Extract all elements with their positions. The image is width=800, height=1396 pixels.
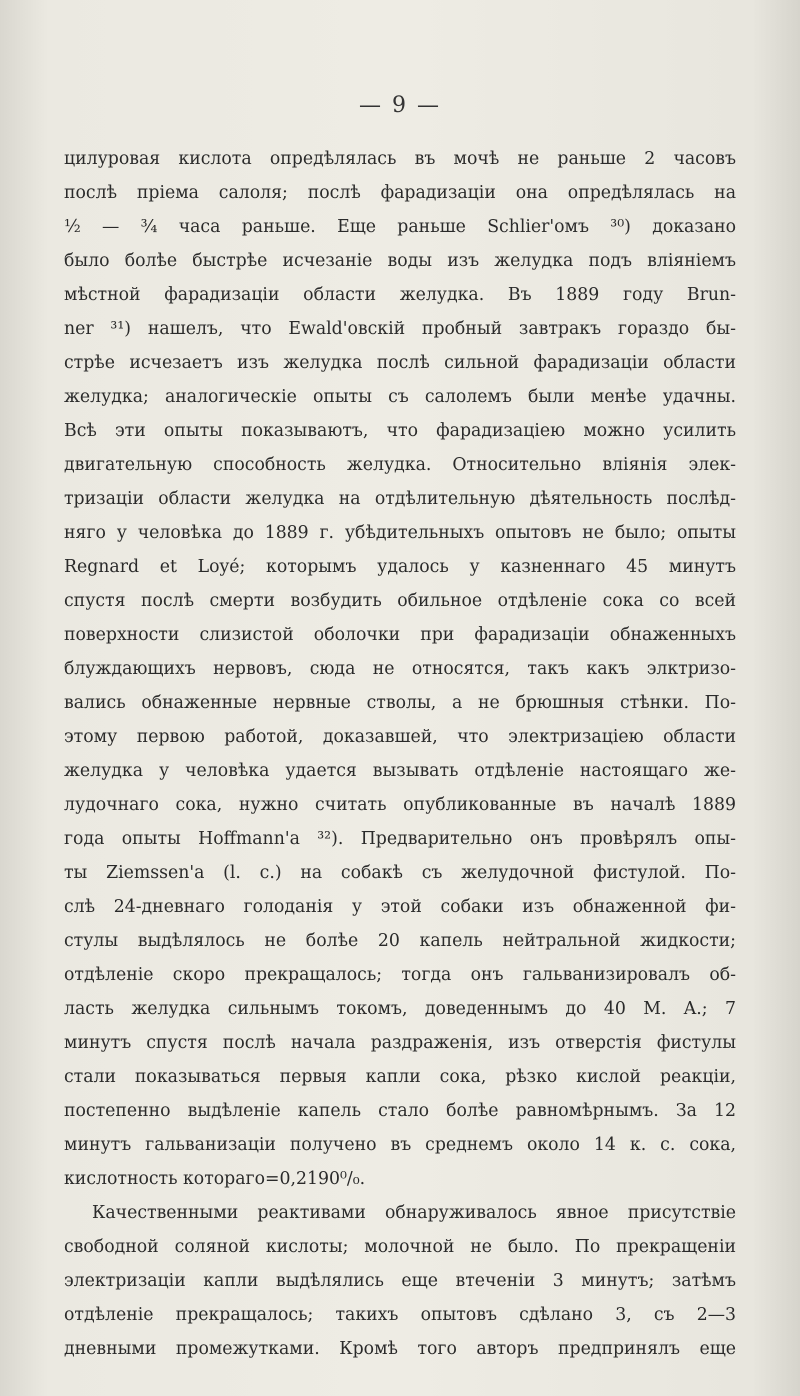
text-line: дневными промежутками. Кромѣ того авторъ предпринялъ еще [64,1339,736,1359]
text-line: блуждающихъ нервовъ, сюда не относятся, такъ какъ элктризо- [64,659,736,679]
text-line: минутъ спустя послѣ начала раздраженія, изъ отверстія фистулы [64,1033,736,1053]
text-line: Качественными реактивами обнаруживалось явное присутствіе [92,1203,736,1223]
text-line: постепенно выдѣленіе капель стало болѣе равномѣрнымъ. За 12 [64,1101,736,1121]
text-line: послѣ пріема салоля; послѣ фарадизаціи она опредѣлялась на [64,183,736,203]
text-line: электризаціи капли выдѣлялись еще втеченіи 3 минутъ; затѣмъ [64,1271,736,1291]
text-line: кислотность котораго=0,2190⁰/₀. [64,1169,366,1189]
text-line: ner ³¹) нашелъ, что Ewald'овскій пробный завтракъ гораздо бы- [64,319,736,339]
text-line: лудочнаго сока, нужно считать опубликованные въ началѣ 1889 [64,795,736,815]
text-line: вались обнаженные нервные стволы, а не брюшныя стѣнки. По- [64,693,736,713]
text-line: стрѣе исчезаетъ изъ желудка послѣ сильной фарадизаціи области [64,353,736,373]
text-line: Всѣ эти опыты показываютъ, что фарадизаціею можно усилить [64,421,736,441]
text-line: желудка; аналогическіе опыты съ салолемъ были менѣе удачны. [64,387,736,407]
text-line: ласть желудка сильнымъ токомъ, доведеннымъ до 40 M. A.; 7 [64,999,736,1019]
text-line: цилуровая кислота опредѣлялась въ мочѣ не раньше 2 часовъ [64,149,736,169]
text-line: слѣ 24-дневнаго голоданія у этой собаки изъ обнаженной фи- [64,897,736,917]
text-line: мѣстной фарадизаціи области желудка. Въ 1889 году Brun- [64,285,736,305]
text-line: стали показываться первыя капли сока, рѣзко кислой реакціи, [64,1067,736,1087]
text-line: двигательную способность желудка. Относительно вліянія элек- [64,455,736,475]
text-line: спустя послѣ смерти возбудить обильное отдѣленіе сока со всей [64,591,736,611]
text-line: ты Ziemssen'а (l. c.) на собакѣ съ желудочной фистулой. По- [64,863,736,883]
text-line: года опыты Hoffmann'а ³²). Предварительно онъ провѣрялъ опы- [64,829,736,849]
text-line: желудка у человѣка удается вызывать отдѣленіе настоящаго же- [64,761,736,781]
text-line: поверхности слизистой оболочки при фарадизаціи обнаженныхъ [64,625,736,645]
text-line: было болѣе быстрѣе исчезаніе воды изъ желудка подъ вліяніемъ [64,251,736,271]
text-line: ½ — ¾ часа раньше. Еще раньше Schlier'омъ ³⁰) доказано [64,217,736,237]
text-line: минутъ гальванизаціи получено въ среднемъ около 14 к. с. сока, [64,1135,736,1155]
text-line: отдѣленіе прекращалось; такихъ опытовъ сдѣлано 3, съ 2—3 [64,1305,736,1325]
text-line: свободной соляной кислоты; молочной не было. По прекращеніи [64,1237,736,1257]
body-text [64,142,736,1366]
text-line: Regnard et Loyé; которымъ удалось у казненнаго 45 минутъ [64,557,736,577]
text-line: стулы выдѣлялось не болѣе 20 капель нейтральной жидкости; [64,931,736,951]
page-number: — 9 — [359,93,441,118]
text-line: этому первою работой, доказавшей, что электризаціею области [64,727,736,747]
text-line: отдѣленіе скоро прекращалось; тогда онъ гальванизировалъ об- [64,965,736,985]
text-line: няго у человѣка до 1889 г. убѣдительныхъ опытовъ не было; опыты [64,523,736,543]
text-line: тризаціи области желудка на отдѣлительную дѣятельность послѣд- [64,489,736,509]
